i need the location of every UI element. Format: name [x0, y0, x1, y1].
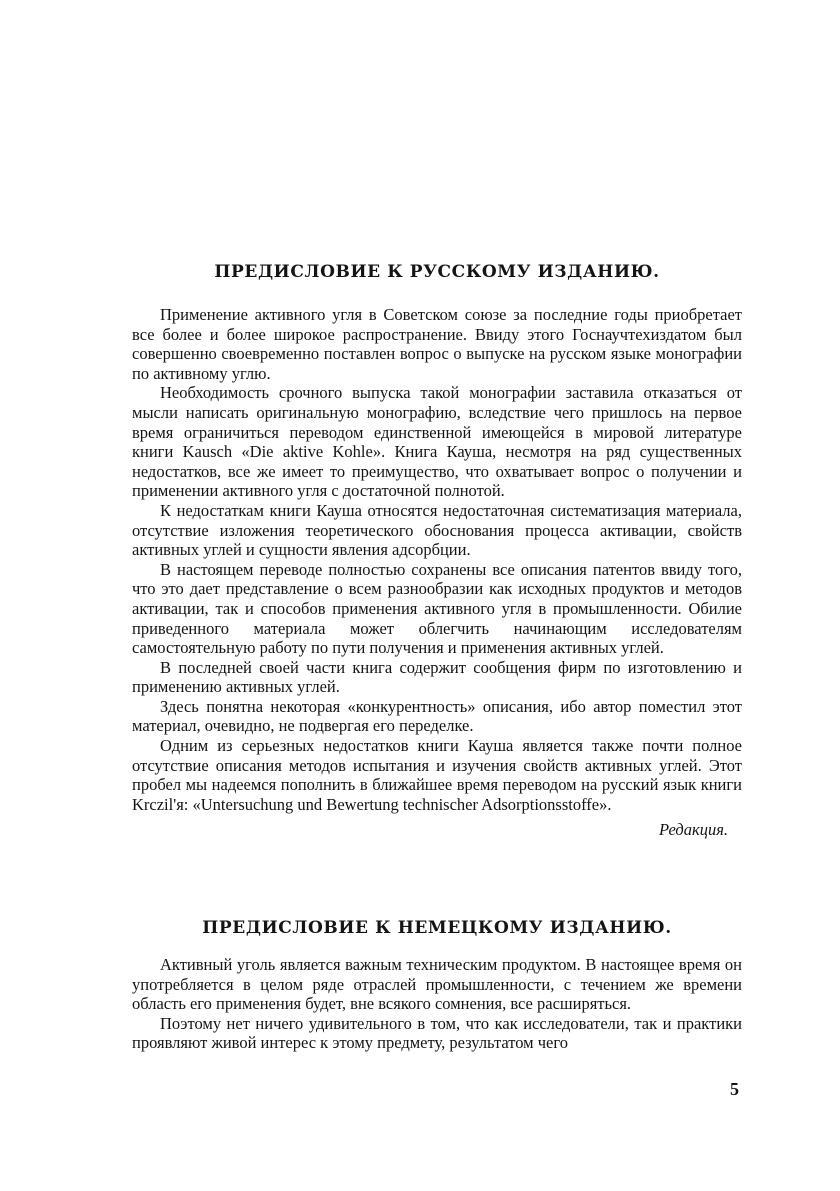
paragraph: Поэтому нет ничего удивительного в том, что как исследователи, так и практики проявляют живой интерес к этому предмету, результатом чего [132, 1013, 742, 1053]
paragraph: В настоящем переводе полностью сохранены все описания патентов ввиду того, что это дает представление о всем разнообразии как исходных продуктов и методов активации, так и способов применения активного угля в промышленности. Обилие приведенного материала может облегчить начинающим исследователям самостоятельную работу по пути получения и применения активных углей. [132, 559, 742, 658]
editorial-signature: Редакция. [658, 820, 728, 840]
page-number: 5 [730, 1079, 739, 1099]
paragraph: К недостаткам книги Кауша относятся недостаточная систематизация материала, отсутствие изложения теоретического обоснования процесса активации, свойств активных углей и сущности явления адсорбции. [132, 500, 742, 560]
paragraph: В последней своей части книга содержит сообщения фирм по изготовлению и применению активных углей. [132, 657, 742, 697]
russian-preface-title: ПРЕДИСЛОВИЕ К РУССКОМУ ИЗДАНИЮ. [214, 262, 660, 282]
paragraph: Применение активного угля в Советском союзе за последние годы приобретает все более и более широкое распространение. Ввиду этого Госнаучтехиздатом был совершенно своевременно поставлен вопрос о выпуске на русском языке монографии по активному углю. [132, 305, 742, 383]
paragraph: Здесь понятна некоторая «конкурентность» описания, ибо автор поместил этот материал, очевидно, не подвергая его переделке. [132, 696, 742, 736]
paragraph: Одним из серьезных недостатков книги Кауша является также почти полное отсутствие описания методов испытания и изучения свойств активных углей. Этот пробел мы надеемся пополнить в ближайшее время переводом на русский язык книги Krczil'я: «Untersuchung und Bewertung technischer Adsorptionsstoffe». [132, 736, 742, 814]
paragraph: Необходимость срочного выпуска такой монографии заставила отказаться от мысли написать оригинальную монографию, вследствие чего пришлось на первое время ограничиться переводом единственной имеющейся в мировой литературе книги Kausch «Die aktive Kohle». Книга Кауша, несмотря на ряд существенных недостатков, все же имеет то преимущество, что охватывает вопрос о получении и применении активного угля с достаточной полнотой. [132, 383, 742, 501]
german-preface-body [132, 955, 742, 1053]
paragraph: Активный уголь является важным техническим продуктом. В настоящее время он употребляется в целом ряде отраслей промышленности, с течением же времени область его применения будет, вне всякого сомнения, все расширяться. [132, 955, 742, 1014]
german-preface-title: ПРЕДИСЛОВИЕ К НЕМЕЦКОМУ ИЗДАНИЮ. [202, 918, 672, 938]
russian-preface-body [132, 305, 742, 840]
